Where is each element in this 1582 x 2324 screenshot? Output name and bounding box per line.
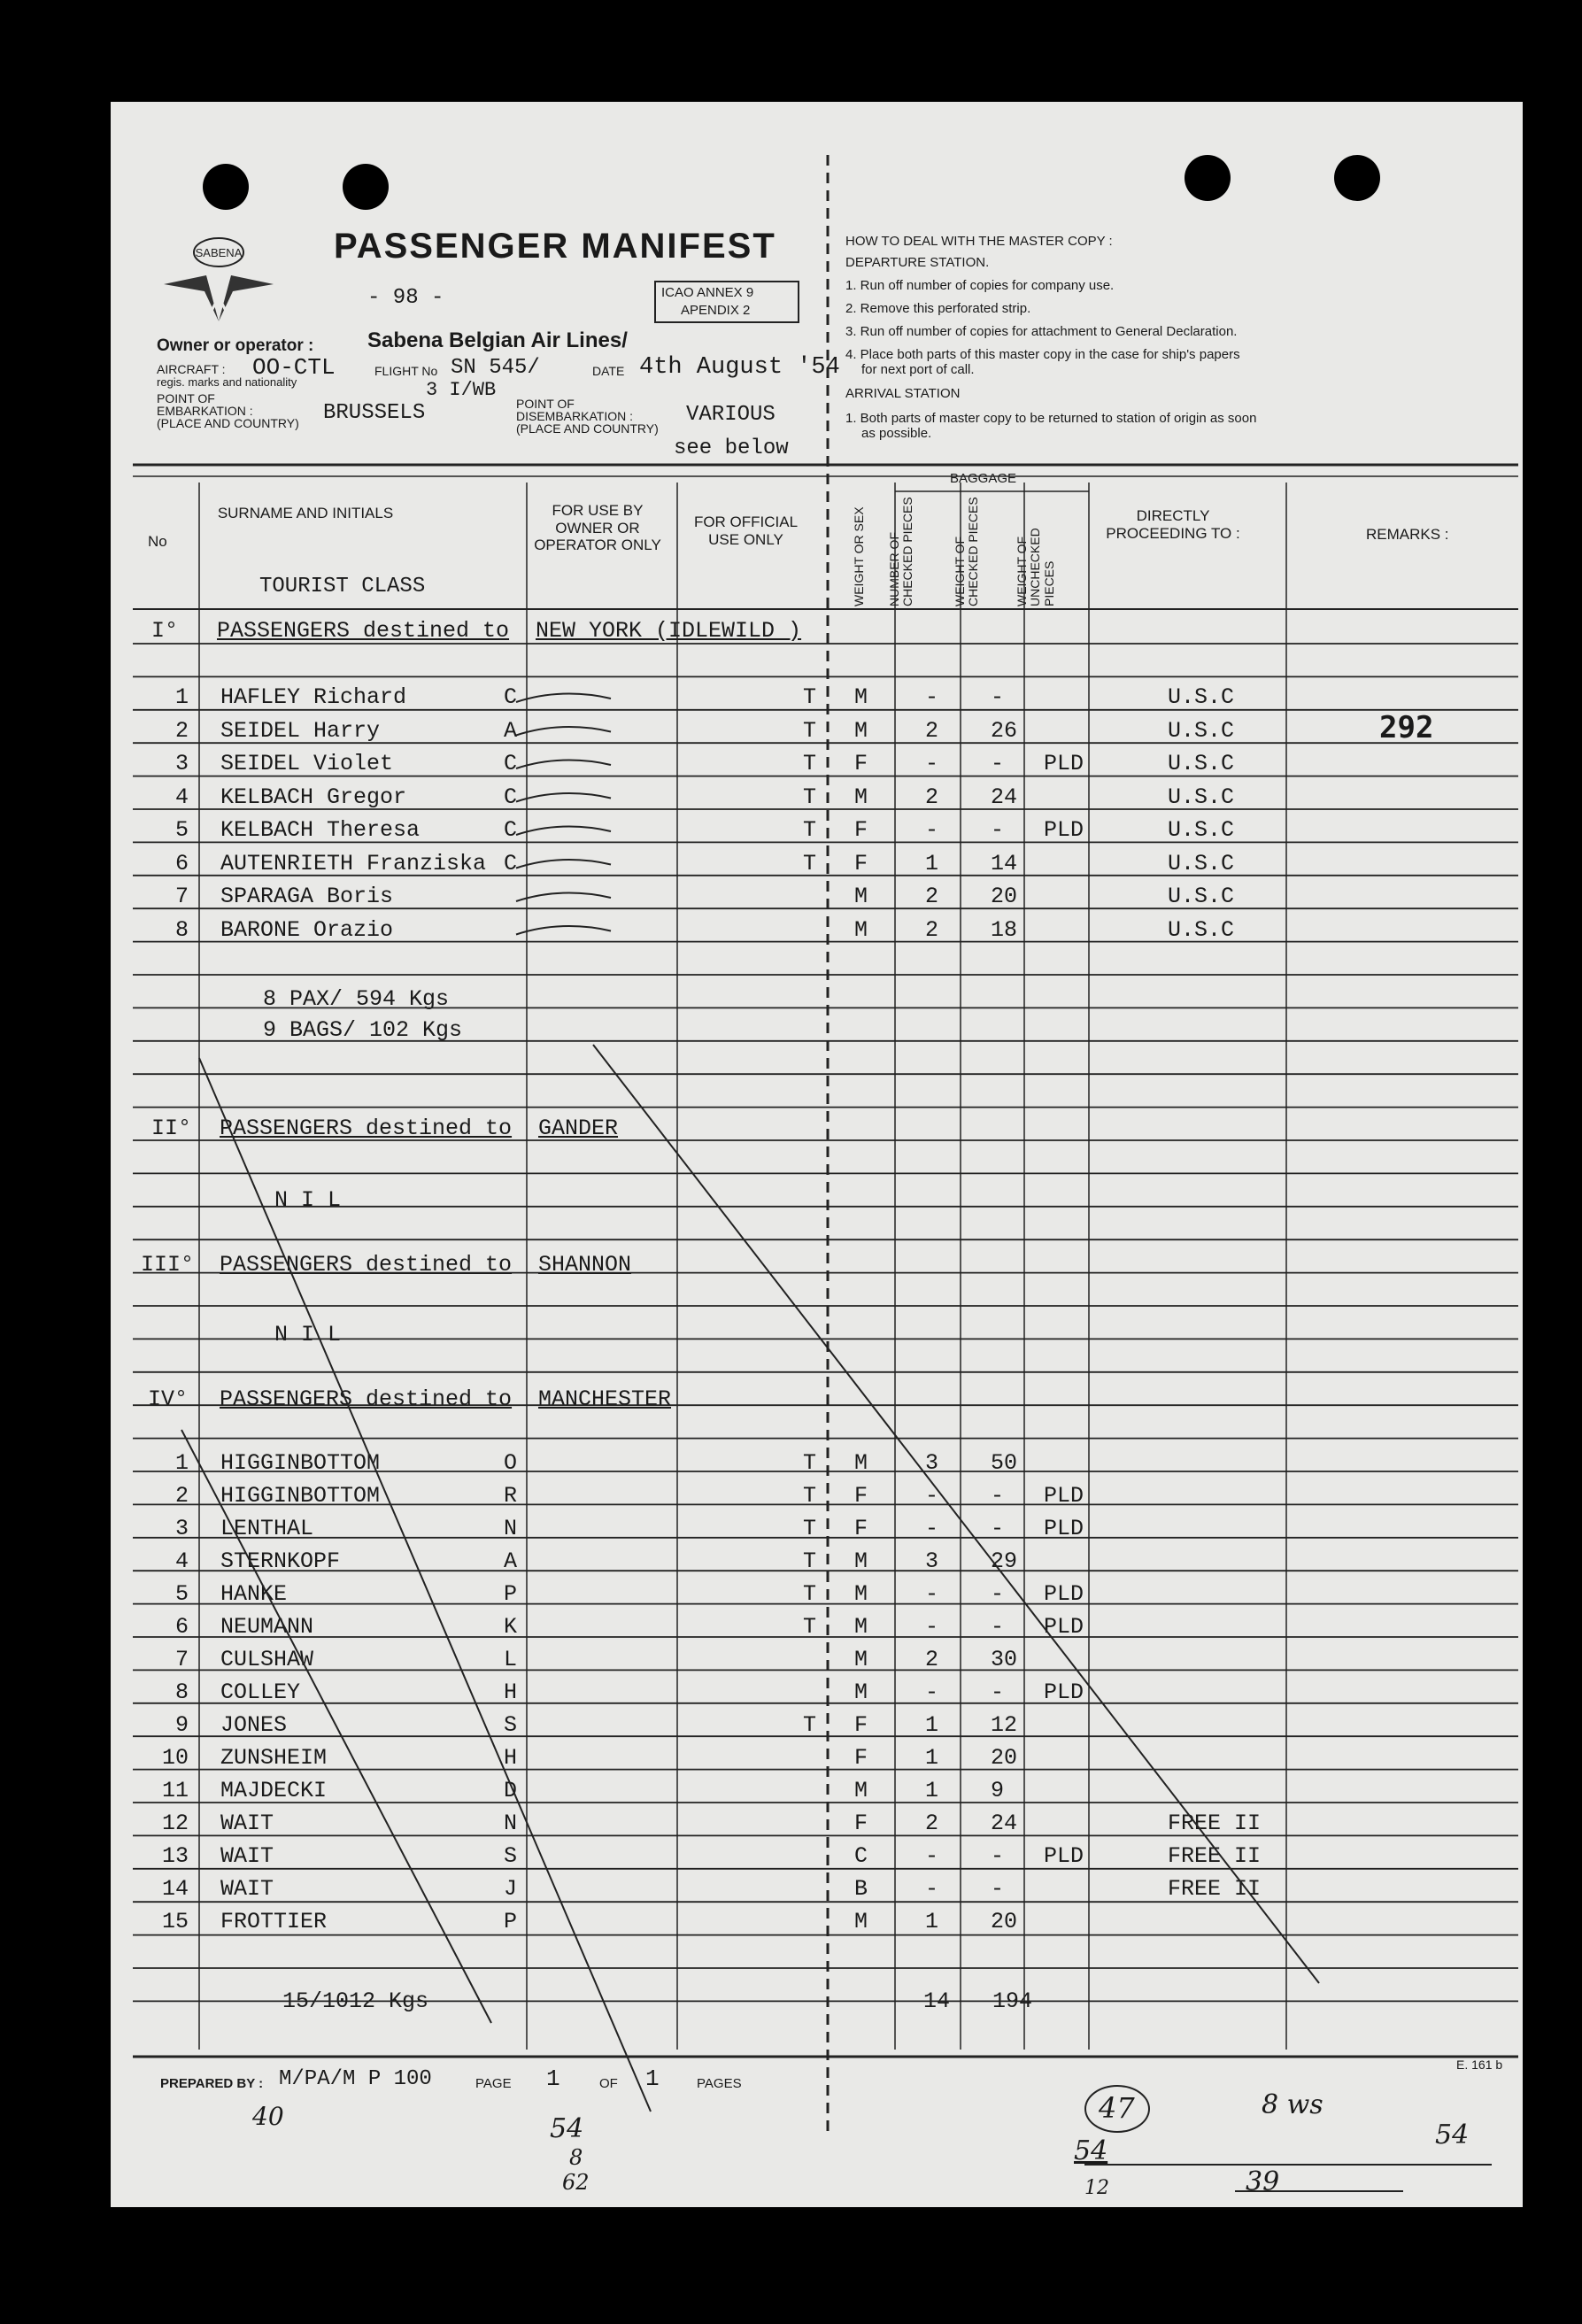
cell-rem: U.S.C [1168, 784, 1235, 810]
manifest-sheet [111, 102, 1523, 2207]
cell-wt: - [991, 1483, 1005, 1509]
cell-t: T [803, 751, 817, 776]
of-label: OF [599, 2076, 618, 2091]
cell-t: T [803, 717, 817, 744]
cell-no: 12 [161, 1811, 189, 1836]
cell-no: 15 [161, 1909, 189, 1934]
aircraft-value: OO-CTL [252, 354, 336, 381]
section-heading: PASSENGERS destined to [220, 1116, 513, 1141]
cell-pcs: 2 [925, 884, 939, 909]
cell-name: HIGGINBOTTOM [220, 1450, 381, 1476]
sheet-number: - 98 - [367, 286, 444, 310]
cell-pcs: - [925, 1843, 939, 1869]
cell-no: 4 [174, 784, 189, 810]
group-total-bags: 9 BAGS/ 102 Kgs [263, 1017, 463, 1043]
handwritten-note: 54 [550, 2113, 584, 2144]
cell-wt: 50 [991, 1450, 1018, 1476]
col-header-owner-use: FOR USE BY OWNER OR OPERATOR ONLY [534, 502, 661, 554]
cell-no: 6 [174, 850, 189, 876]
flight-sub-value: 3 I/WB [426, 379, 497, 401]
svg-text:SABENA: SABENA [195, 246, 243, 259]
cell-name: STERNKOPF [220, 1548, 341, 1574]
cell-wt: 24 [991, 1811, 1018, 1836]
handwritten-stroke [516, 893, 611, 902]
cell-pcs: 3 [925, 1450, 939, 1476]
col-header-class: TOURIST CLASS [259, 575, 426, 598]
cell-pcs: - [925, 1876, 939, 1902]
group-total-pieces: 14 [923, 1988, 951, 2014]
cell-name: JONES [220, 1712, 288, 1738]
cell-no: 7 [174, 884, 189, 909]
cell-sex: M [854, 1909, 868, 1934]
cell-sex: M [854, 1679, 868, 1705]
cell-init: C [504, 684, 518, 710]
cell-wt: 20 [991, 1909, 1018, 1934]
cell-pcs: 2 [925, 916, 939, 943]
cell-rem: U.S.C [1168, 717, 1235, 744]
cell-init: H [504, 1745, 518, 1771]
cell-sex: F [854, 1745, 868, 1771]
cell-init: D [504, 1778, 518, 1803]
cell-sex: C [854, 1843, 868, 1869]
cell-sex: M [854, 684, 868, 710]
handwritten-note: 54 [1435, 2119, 1470, 2150]
cell-name: FROTTIER [220, 1909, 328, 1934]
cell-init: C [504, 817, 518, 843]
form-code: E. 161 b [1456, 2058, 1503, 2072]
handwritten-note: 12 [1084, 2177, 1109, 2199]
cell-no: 10 [161, 1745, 189, 1771]
section-heading: PASSENGERS destined to [220, 1386, 513, 1412]
handwritten-stroke [516, 926, 611, 935]
cancel-stroke [199, 1058, 651, 2112]
form-ruling [111, 102, 1523, 2207]
cancel-stroke [593, 1045, 1319, 1983]
cancel-stroke [181, 1430, 491, 2023]
handwritten-stroke [516, 727, 611, 736]
cell-t: T [803, 1450, 817, 1476]
prepared-by-label: PREPARED BY : [160, 2076, 264, 2091]
handwritten-stroke [516, 761, 611, 769]
instruction-arrival-step: 1. Both parts of master copy to be returned to station of origin as soon [845, 411, 1257, 426]
cell-unch: PLD [1044, 1483, 1084, 1509]
cell-pcs: 2 [925, 717, 939, 744]
cell-sex: B [854, 1876, 868, 1902]
col-header-weight-checked: WEIGHT OF CHECKED PIECES [953, 497, 981, 606]
cell-wt: 20 [991, 884, 1018, 909]
cell-pcs: 1 [925, 850, 939, 876]
cell-no: 8 [174, 1679, 189, 1705]
handwritten-note: 8 ws [1262, 2089, 1323, 2120]
col-header-weight-unchecked: WEIGHT OF UNCHECKED PIECES [1015, 528, 1056, 606]
cell-wt: 18 [991, 916, 1018, 943]
cell-name: NEUMANN [220, 1614, 314, 1640]
cell-name: KELBACH Theresa [220, 817, 421, 843]
handwritten-note: 54 [1074, 2135, 1108, 2166]
cell-init: K [504, 1614, 518, 1640]
cell-sex: M [854, 916, 868, 943]
instructions-arrival: ARRIVAL STATION [845, 386, 961, 401]
cell-init: S [504, 1712, 518, 1738]
section-destination: GANDER [538, 1116, 619, 1141]
cell-init: L [504, 1647, 518, 1672]
cell-sex: F [854, 1516, 868, 1541]
cell-init: C [504, 751, 518, 776]
col-header-no: No [148, 533, 167, 550]
cell-no: 11 [161, 1778, 189, 1803]
disembark-note: see below [674, 436, 789, 460]
date-value: 4th August '54 [639, 354, 840, 381]
cell-rem: U.S.C [1168, 751, 1235, 776]
col-header-official-use: FOR OFFICIAL USE ONLY [693, 513, 799, 548]
cell-t: T [803, 1483, 817, 1509]
page-title: PASSENGER MANIFEST [334, 227, 776, 266]
flight-label: FLIGHT No [374, 364, 438, 378]
cell-name: MAJDECKI [220, 1778, 328, 1803]
cell-sex: M [854, 1450, 868, 1476]
group-total-weight: 15/1012 Kgs [282, 1988, 429, 2014]
owner-value: Sabena Belgian Air Lines/ [367, 328, 628, 352]
cell-init: R [504, 1483, 518, 1509]
col-header-surname: SURNAME AND INITIALS [217, 505, 394, 521]
cell-wt: - [991, 817, 1005, 843]
cell-no: 1 [174, 684, 189, 710]
cell-t: T [803, 684, 817, 710]
instruction-arrival-step: as possible. [861, 426, 932, 441]
cell-sex: M [854, 1614, 868, 1640]
cell-no: 3 [174, 1516, 189, 1541]
cell-init: C [504, 850, 518, 876]
cell-pcs: 2 [925, 784, 939, 810]
handwritten-note: 8 [569, 2145, 583, 2170]
cell-wt: 26 [991, 717, 1018, 744]
cell-unch: PLD [1044, 1679, 1084, 1705]
cell-name: WAIT [220, 1876, 274, 1902]
cell-t: T [803, 784, 817, 810]
cell-unch: PLD [1044, 1843, 1084, 1869]
owner-label: Owner or operator : [157, 336, 314, 355]
cell-sex: F [854, 817, 868, 843]
cell-no: 8 [174, 916, 189, 943]
cell-sex: M [854, 1548, 868, 1574]
cell-wt: - [991, 1876, 1005, 1902]
col-header-remarks: REMARKS : [1366, 526, 1449, 543]
disembark-label-3: (PLACE AND COUNTRY) [516, 421, 659, 436]
cell-unch: PLD [1044, 1581, 1084, 1607]
cell-wt: 29 [991, 1548, 1018, 1574]
cell-pcs: 1 [925, 1712, 939, 1738]
of-value: 1 [645, 2065, 660, 2092]
cell-pcs: 3 [925, 1548, 939, 1574]
cell-rem: U.S.C [1168, 850, 1235, 876]
cell-pcs: - [925, 1516, 939, 1541]
section-number: II° [151, 1116, 192, 1141]
cell-init: A [504, 1548, 518, 1574]
handwritten-note: 62 [562, 2170, 590, 2195]
handwritten-stroke [516, 694, 611, 703]
cell-t: T [803, 850, 817, 876]
cell-rem: U.S.C [1168, 916, 1235, 943]
instruction-step: 1. Run off number of copies for company use. [845, 278, 1115, 293]
cell-wt: 20 [991, 1745, 1018, 1771]
cell-sex: M [854, 884, 868, 909]
cell-name: HANKE [220, 1581, 288, 1607]
disembark-label-1: POINT OF [516, 397, 575, 411]
cell-wt: 24 [991, 784, 1018, 810]
cell-wt: - [991, 1679, 1005, 1705]
cell-name: CULSHAW [220, 1647, 314, 1672]
cell-no: 4 [174, 1548, 189, 1574]
col-header-baggage: BAGGAGE [950, 471, 1017, 486]
page-label: PAGE [475, 2076, 512, 2091]
cell-unch: PLD [1044, 817, 1084, 843]
embark-value: BRUSSELS [323, 401, 426, 425]
section-destination: MANCHESTER [538, 1386, 672, 1412]
cell-wt: 9 [991, 1778, 1005, 1803]
handwritten-stroke [516, 860, 611, 869]
cell-pcs: - [925, 817, 939, 843]
cell-no: 2 [174, 1483, 189, 1509]
cell-sex: F [854, 1811, 868, 1836]
section-heading: PASSENGERS destined to [220, 1252, 513, 1278]
cell-wt: - [991, 684, 1005, 710]
instruction-step: for next port of call. [861, 362, 975, 377]
col-header-weight-sex: WEIGHT OR SEX [852, 506, 866, 606]
cell-pcs: 2 [925, 1811, 939, 1836]
cell-wt: 12 [991, 1712, 1018, 1738]
cell-rem: U.S.C [1168, 817, 1235, 843]
cell-pcs: 1 [925, 1909, 939, 1934]
handwritten-stroke [516, 827, 611, 836]
cell-no: 1 [174, 1450, 189, 1476]
cell-no: 14 [161, 1876, 189, 1902]
cell-name: SPARAGA Boris [220, 884, 394, 909]
cell-pcs: 2 [925, 1647, 939, 1672]
disembark-value: VARIOUS [686, 403, 776, 427]
cell-init: A [504, 717, 518, 744]
cell-wt: 30 [991, 1647, 1018, 1672]
cell-pcs: - [925, 684, 939, 710]
cell-init: C [504, 784, 518, 810]
cell-wt: - [991, 1516, 1005, 1541]
section-number: III° [141, 1252, 195, 1278]
prepared-by-value: M/PA/M P 100 [279, 2067, 432, 2091]
cell-pcs: 1 [925, 1745, 939, 1771]
cell-sex: F [854, 1483, 868, 1509]
cell-no: 5 [174, 1581, 189, 1607]
cell-init: N [504, 1811, 518, 1836]
icao-annex: ICAO ANNEX 9 [661, 285, 754, 300]
cell-sex: M [854, 784, 868, 810]
cell-rem: FREE II [1168, 1811, 1262, 1836]
instruction-step: 3. Run off number of copies for attachment to General Declaration. [845, 324, 1238, 339]
cell-name: HIGGINBOTTOM [220, 1483, 381, 1509]
section-number: I° [151, 618, 179, 644]
cell-pcs: - [925, 1614, 939, 1640]
cell-init: H [504, 1679, 518, 1705]
cell-no: 13 [161, 1843, 189, 1869]
cell-init: S [504, 1843, 518, 1869]
instruction-step: 4. Place both parts of this master copy in the case for ship's papers [845, 347, 1240, 362]
cell-t: T [803, 1614, 817, 1640]
page-value: 1 [546, 2065, 560, 2092]
cell-name: WAIT [220, 1811, 274, 1836]
instruction-step: 2. Remove this perforated strip. [845, 301, 1031, 316]
cell-name: SEIDEL Harry [220, 717, 381, 744]
handwritten-stroke [516, 793, 611, 802]
col-header-directly: DIRECTLY PROCEEDING TO : [1106, 507, 1240, 542]
cell-rem: U.S.C [1168, 684, 1235, 710]
handwritten-note: 40 [252, 2102, 284, 2131]
cell-no: 6 [174, 1614, 189, 1640]
embark-label-2: EMBARKATION : [157, 404, 253, 418]
cell-sex: M [854, 1778, 868, 1803]
cell-init: P [504, 1581, 518, 1607]
cell-name: LENTHAL [220, 1516, 314, 1541]
section-destination: NEW YORK (IDLEWILD ) [536, 618, 802, 644]
cell-sex: F [854, 751, 868, 776]
cell-name: SEIDEL Violet [220, 751, 394, 776]
cell-wt: - [991, 1843, 1005, 1869]
icao-appendix: APENDIX 2 [681, 303, 751, 318]
embark-label-3: (PLACE AND COUNTRY) [157, 416, 299, 430]
cell-t: T [803, 1712, 817, 1738]
instructions-heading: HOW TO DEAL WITH THE MASTER COPY : [845, 234, 1113, 249]
instructions-departure: DEPARTURE STATION. [845, 255, 990, 270]
cell-pcs: - [925, 751, 939, 776]
cell-sex: M [854, 717, 868, 744]
cell-pcs: - [925, 1581, 939, 1607]
handwritten-note: 47 [1099, 2091, 1135, 2125]
cell-init: N [504, 1516, 518, 1541]
cell-t: T [803, 1548, 817, 1574]
group-total-pax: 8 PAX/ 594 Kgs [263, 986, 450, 1012]
cell-name: HAFLEY Richard [220, 684, 407, 710]
cell-unch: PLD [1044, 751, 1084, 776]
cell-t: T [803, 817, 817, 843]
aircraft-sub-label: regis. marks and nationality [157, 375, 297, 389]
cell-name: WAIT [220, 1843, 274, 1869]
pages-label: PAGES [697, 2076, 742, 2091]
cell-rem: FREE II [1168, 1876, 1262, 1902]
cell-wt: - [991, 1614, 1005, 1640]
cell-no: 2 [174, 717, 189, 744]
cell-no: 9 [174, 1712, 189, 1738]
nil-marker: N I L [274, 1322, 342, 1347]
disembark-label-2: DISEMBARKATION : [516, 409, 633, 423]
cell-sex: M [854, 1581, 868, 1607]
cell-wt: - [991, 1581, 1005, 1607]
cell-init: J [504, 1876, 518, 1902]
cell-t: T [803, 1516, 817, 1541]
cell-unch: PLD [1044, 1614, 1084, 1640]
flight-value: SN 545/ [451, 356, 540, 380]
cell-rem: U.S.C [1168, 884, 1235, 909]
cell-name: KELBACH Gregor [220, 784, 407, 810]
nil-marker: N I L [274, 1187, 342, 1213]
cell-name: ZUNSHEIM [220, 1745, 328, 1771]
cell-no: 5 [174, 817, 189, 843]
col-header-num-checked: NUMBER OF CHECKED PIECES [887, 497, 915, 606]
cell-name: AUTENRIETH Franziska [220, 850, 487, 876]
date-label: DATE [592, 364, 625, 378]
remark-annotation: 292 [1379, 710, 1434, 745]
cell-unch: PLD [1044, 1516, 1084, 1541]
section-heading: PASSENGERS destined to [217, 618, 510, 644]
cell-sex: F [854, 850, 868, 876]
cell-sex: M [854, 1647, 868, 1672]
handwritten-note: 39 [1246, 2166, 1280, 2197]
cell-no: 7 [174, 1647, 189, 1672]
cell-init: P [504, 1909, 518, 1934]
cell-pcs: - [925, 1679, 939, 1705]
aircraft-label: AIRCRAFT : [157, 362, 226, 376]
cell-name: BARONE Orazio [220, 916, 394, 943]
section-destination: SHANNON [538, 1252, 632, 1278]
cell-wt: 14 [991, 850, 1018, 876]
cell-name: COLLEY [220, 1679, 301, 1705]
cell-init: O [504, 1450, 518, 1476]
cell-pcs: 1 [925, 1778, 939, 1803]
section-number: IV° [148, 1386, 189, 1412]
cell-wt: - [991, 751, 1005, 776]
cell-sex: F [854, 1712, 868, 1738]
cell-no: 3 [174, 751, 189, 776]
cell-pcs: - [925, 1483, 939, 1509]
cell-t: T [803, 1581, 817, 1607]
cell-rem: FREE II [1168, 1843, 1262, 1869]
group-total-baggage-weight: 194 [992, 1988, 1033, 2014]
embark-label-1: POINT OF [157, 391, 215, 405]
